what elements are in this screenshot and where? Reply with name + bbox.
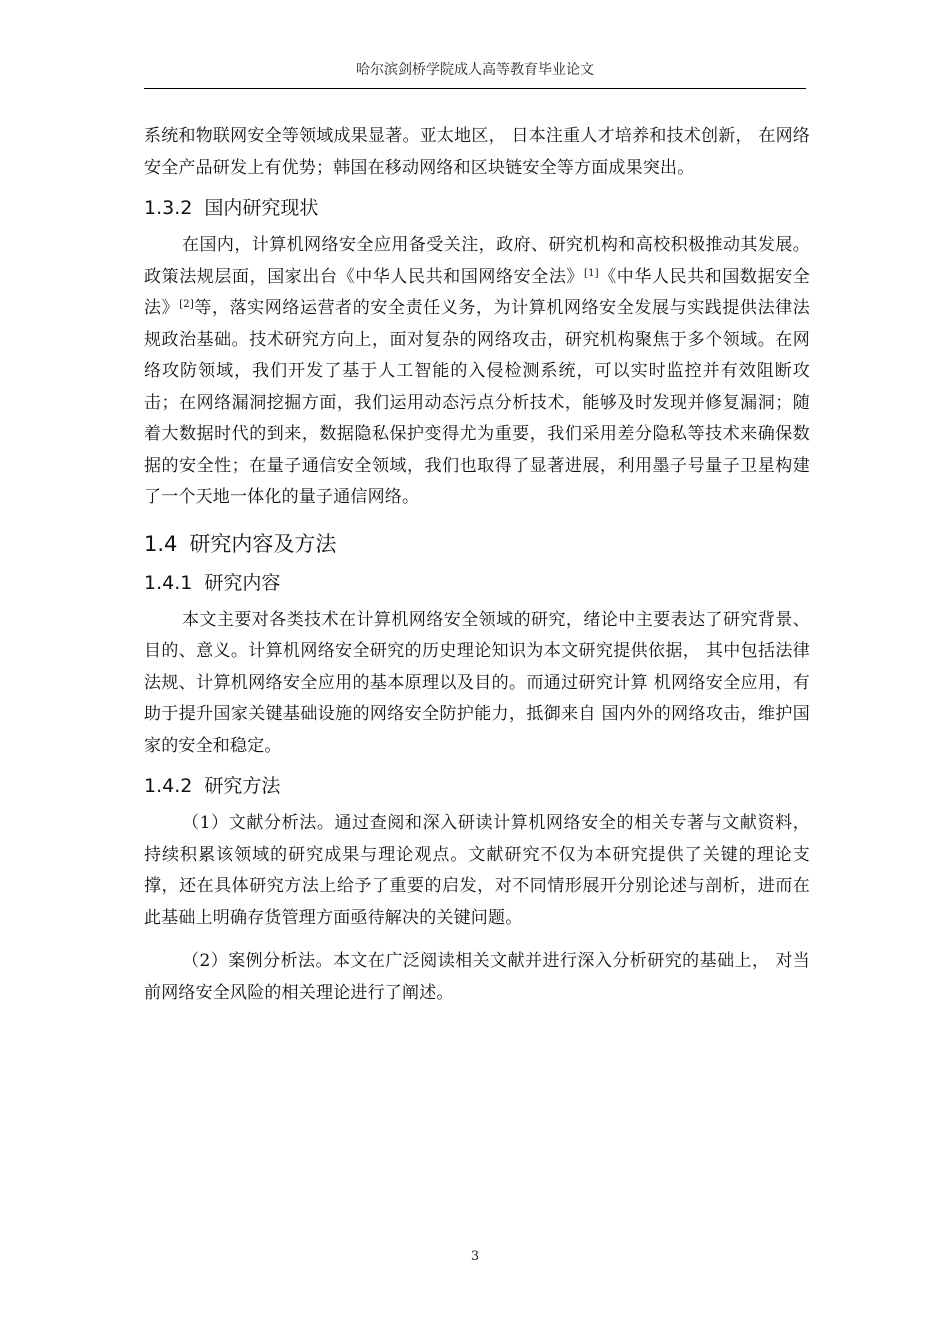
paragraph-text: 《中华人民共和国数据安全法》: [144, 266, 811, 318]
citation-ref-1: [1]: [584, 267, 599, 279]
page-header: 哈尔滨剑桥学院成人高等教育毕业论文: [356, 62, 594, 78]
paragraph-overseas-continued: 系统和物联网安全等领域成果显著。亚太地区， 日本注重人才培养和技术创新， 在网络安全产品研发上有优势；韩国在移动网络和区块链安全等方面成果突出。: [144, 126, 810, 178]
paragraph-research-content: 本文主要对各类技术在计算机网络安全领域的研究，绪论中主要表达了研究背景、 目的、意义。计算机网络安全研究的历史理论知识为本文研究提供依据， 其中包括法律法规、计算机网络安全应用的基本原理以及目的。而通过研究计算 机网络安全应用，有助于提升国家关键基础设施的网络安全防护能力，抵御来自 国内外的网络攻击，维护国家的安全和稳定。: [144, 609, 810, 756]
heading-1-4-2: [144, 772, 810, 800]
heading-text: 研究内容: [204, 571, 281, 594]
heading-1-4-1: [144, 569, 810, 597]
heading-1-3-2: [144, 194, 810, 222]
heading-number: 1.4.1: [144, 571, 193, 594]
citation-ref-2: [2]: [179, 299, 194, 310]
heading-text: 国内研究现状: [204, 197, 319, 219]
page-body: [144, 121, 810, 1009]
heading-text: 研究内容及方法: [189, 531, 337, 556]
paragraph-domestic-research: [144, 230, 810, 514]
paragraph-method-literature: （1）文献分析法。通过查阅和深入研读计算机网络安全的相关专著与文献资料，持续积累该领域的研究成果与理论观点。文献研究不仅为本研究提供了关键的理论支撑，还在具体研究方法上给予了重要的启发，对不同情形展开分别论述与剖析，进而在此基础上明确存货管理方面亟待解决的关键问题。: [144, 813, 810, 928]
heading-number: 1.4: [144, 531, 178, 556]
paragraph-text: 等，落实网络运营者的安全责任义务，为计算机网络安全发展与实践提供法律法规政治基础。技术研究方向上，面对复杂的网络攻击，研究机构聚焦于多个领域。在网络攻防领域，我们开发了基于人工智能的入侵检测系统，可以实时监控并有效阻断攻击；在网络漏洞挖掘方面，我们运用动态污点分析技术，能够及时发现并修复漏洞；随着大数据时代的到来，数据隐私保护变得尤为重要，我们采用差分隐私等技术来确保数据的安全性；在量子通信安全领域，我们也取得了显著进展，利用墨子号量子卫星构建了一个天地一体化的量子通信网络。: [144, 298, 810, 507]
heading-number: 1.3.2: [144, 197, 193, 219]
header-divider: [144, 88, 806, 89]
heading-number: 1.4.2: [144, 775, 193, 797]
page-number: 3: [470, 1249, 480, 1264]
heading-text: 研究方法: [204, 775, 281, 797]
heading-1-4: [144, 529, 810, 559]
paragraph-method-case: （2）案例分析法。本文在广泛阅读相关文献并进行深入分析研究的基础上， 对当前网络安全风险的相关理论进行了阐述。: [144, 951, 810, 1003]
paragraph-text: 在国内，计算机网络安全应用备受关注，政府、研究机构和高校积极推动其发展。政策法规层面，国家出台《中华人民共和国网络安全法》: [144, 235, 810, 287]
